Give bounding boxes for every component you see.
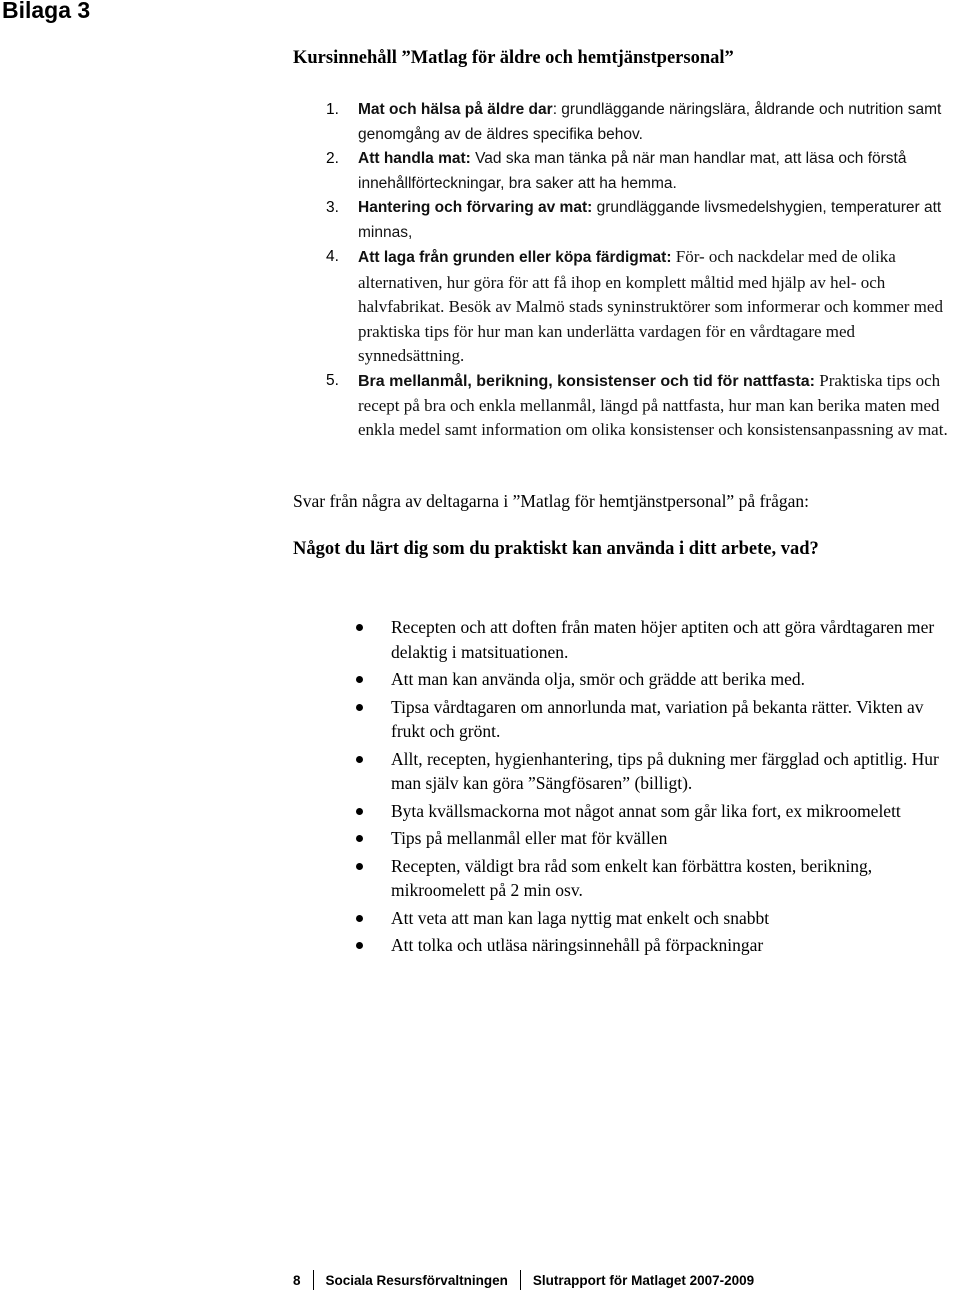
page-title: Bilaga 3 — [2, 0, 91, 23]
list-item: Att man kan använda olja, smör och grädde att berika med. — [356, 667, 956, 692]
list-item — [326, 245, 960, 369]
list-item: Allt, recepten, hygienhantering, tips på dukning mer färgglad och aptitlig. Hur man själv kan göra ”Sängfösaren” (billigt). — [356, 747, 956, 796]
list-item: Att veta att man kan laga nyttig mat enkelt och snabbt — [356, 906, 956, 931]
bullet-icon — [356, 942, 363, 949]
item-text: Vad ska man tänka på när man handlar mat, att läsa och förstå innehållförteckningar, bra saker att ha hemma. — [358, 150, 907, 192]
survey-question: Något du lärt dig som du praktiskt kan använda i ditt arbete, vad? — [293, 539, 819, 559]
course-title: Kursinnehåll ”Matlag för äldre och hemtjänstpersonal” — [293, 48, 734, 68]
item-heading: Bra mellanmål, berikning, konsistenser och tid för nattfasta: — [358, 372, 815, 390]
item-number: 3. — [326, 199, 339, 216]
list-item: Byta kvällsmackorna mot något annat som går lika fort, ex mikroomelett — [356, 799, 956, 824]
bullet-icon — [356, 704, 363, 711]
footer-divider — [313, 1270, 314, 1290]
list-item — [326, 98, 960, 147]
bullet-icon — [356, 835, 363, 842]
item-heading: Att laga från grunden eller köpa färdigmat: — [358, 249, 672, 266]
list-item: Att tolka och utläsa näringsinnehåll på förpackningar — [356, 933, 956, 958]
list-item: Recepten och att doften från maten höjer aptiten och att göra vårdtagaren mer delaktig i matsituationen. — [356, 615, 956, 664]
bullet-icon — [356, 676, 363, 683]
list-item: Tips på mellanmål eller mat för kvällen — [356, 826, 956, 851]
list-item: Recepten, väldigt bra råd som enkelt kan förbättra kosten, berikning, mikroomelett på 2 min osv. — [356, 854, 956, 903]
item-number: 5. — [326, 371, 339, 389]
bullet-icon — [356, 863, 363, 870]
bullet-icon — [356, 808, 363, 815]
item-text: För- och nackdelar med de olika alternativen, hur göra för att få ihop en komplett måltid med hjälp av hel- och halvfabrikat. Besök av Malmö stads syninstruktörer som informerar och kommer med praktiska tips för hur man kan underlätta vardagen för en vårdtagare med synnedsättning. — [358, 247, 943, 365]
bullet-icon — [356, 756, 363, 763]
footer-department: Sociala Resursförvaltningen — [325, 1272, 508, 1288]
footer-divider — [520, 1270, 521, 1290]
item-heading: Att handla mat: — [358, 150, 471, 167]
list-item — [326, 369, 960, 442]
item-heading: Mat och hälsa på äldre dar — [358, 101, 553, 118]
item-text: Praktiska tips och recept på bra och enkla mellanmål, längd på nattfasta, hur man kan berika maten med enkla medel samt information om olika konsistenser och konsistensanpassning av mat. — [358, 370, 948, 439]
course-content-list — [326, 98, 960, 442]
page-footer — [293, 1269, 754, 1291]
item-number: 1. — [326, 101, 339, 118]
item-number: 4. — [326, 248, 339, 265]
item-heading: Hantering och förvaring av mat: — [358, 199, 593, 216]
list-item — [326, 147, 960, 196]
list-item — [326, 196, 960, 245]
item-text: grundläggande livsmedelshygien, temperaturer att minnas, — [358, 199, 942, 241]
bullet-icon — [356, 624, 363, 631]
answers-intro: Svar från några av deltagarna i ”Matlag för hemtjänstpersonal” på frågan: — [293, 491, 810, 511]
answers-list — [356, 615, 956, 961]
list-item: Tipsa vårdtagaren om annorlunda mat, variation på bekanta rätter. Vikten av frukt och grönt. — [356, 695, 956, 744]
item-text: : grundläggande näringslära, åldrande och nutrition samt genomgång av de äldres specifika behov. — [358, 101, 942, 143]
item-number: 2. — [326, 150, 339, 167]
footer-report: Slutrapport för Matlaget 2007-2009 — [532, 1272, 755, 1288]
bullet-icon — [356, 915, 363, 922]
page-number: 8 — [293, 1272, 301, 1288]
